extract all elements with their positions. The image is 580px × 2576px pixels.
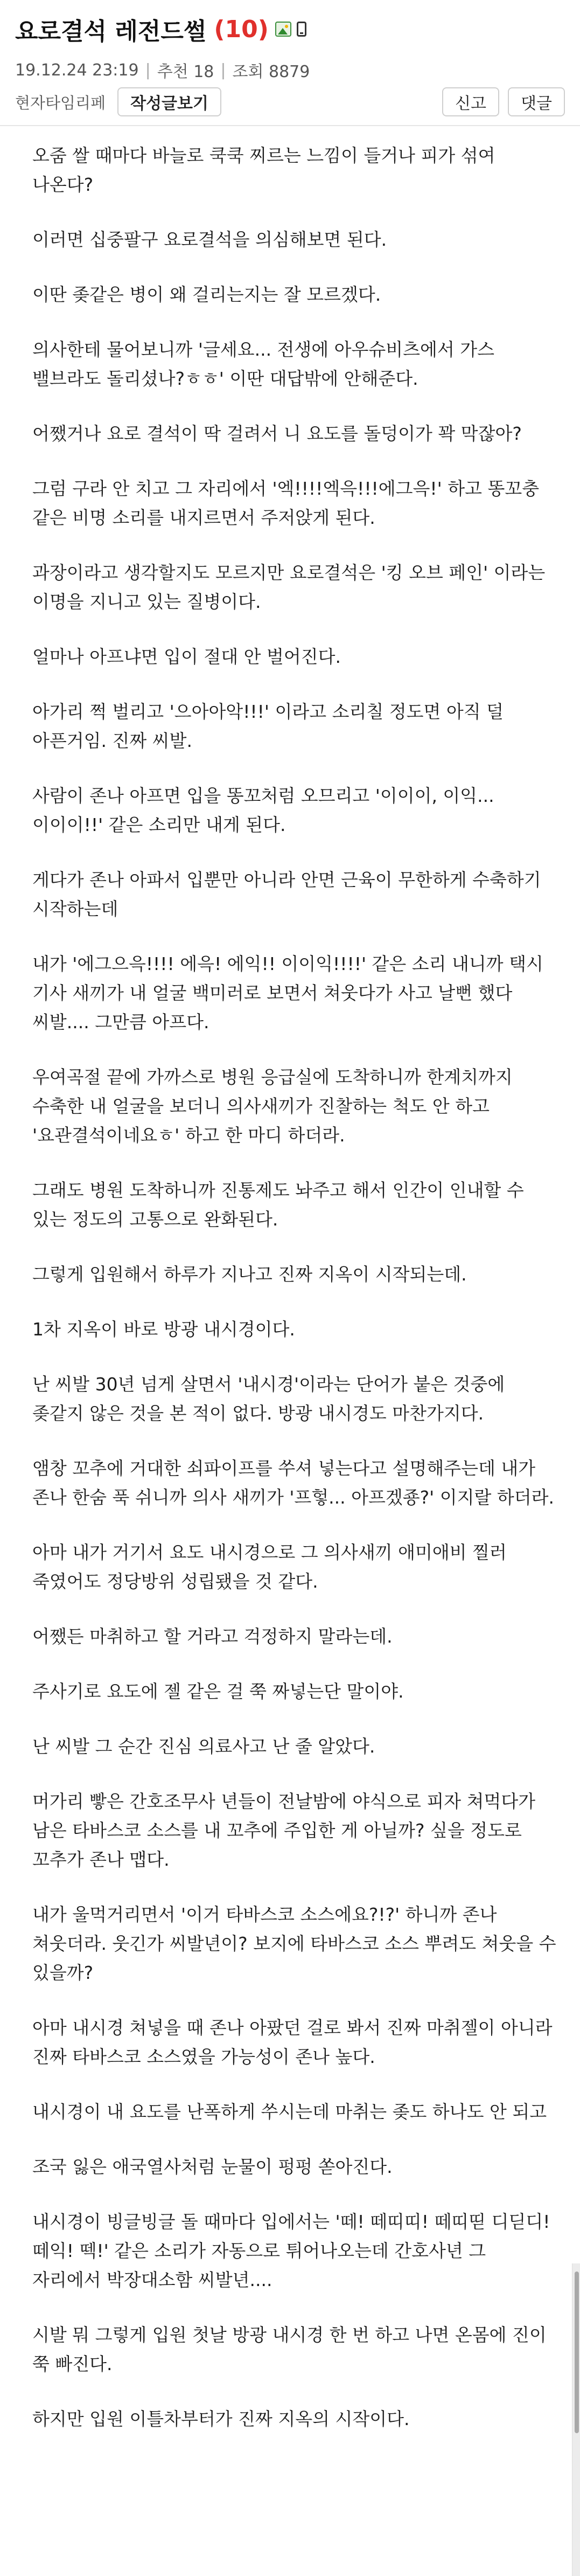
meta-separator: | (220, 60, 226, 80)
body-paragraph: 오줌 쌀 때마다 바늘로 쿡쿡 찌르는 느낌이 들거나 피가 섞여 나온다? (32, 145, 495, 195)
body-paragraph: 그렇게 입원해서 하루가 지나고 진짜 지옥이 시작되는데. (32, 1264, 467, 1285)
body-paragraph: 난 씨발 30년 넘게 살면서 '내시경'이라는 단어가 붙은 것중에 좆같지 않은 것을 본 적이 없다. 방광 내시경도 마찬가지다. (32, 1374, 505, 1424)
body-paragraph: 아마 내가 거기서 요도 내시경으로 그 의사새끼 애미애비 찔러 죽였어도 정당방위 성립됐을 것 같다. (32, 1542, 507, 1592)
body-paragraph: 그럼 구라 안 치고 그 자리에서 '엑!!!!엑윽!!!에그윽!' 하고 똥꼬충 같은 비명 소리를 내지르면서 주저앉게 된다. (32, 478, 540, 528)
body-paragraph: 주사기로 요도에 젤 같은 걸 쭉 짜넣는단 말이야. (32, 1681, 404, 1702)
body-paragraph: 어쨌거나 요로 결석이 딱 걸려서 니 요도를 돌덩이가 꽉 막잖아? (32, 423, 522, 444)
title-row (15, 12, 306, 46)
header-divider (0, 125, 580, 126)
view-count: 조회 8879 (232, 63, 310, 81)
body-paragraph: 머가리 빻은 간호조무사 년들이 전날밤에 야식으로 피자 쳐먹다가 남은 타바스코 소스를 내 꼬추에 주입한 게 아닐까? 싶을 정도로 꼬추가 존나 맵다. (32, 1791, 536, 1870)
body-paragraph: 게다가 존나 아파서 입뿐만 아니라 안면 근육이 무한하게 수축하기 시작하는데 (32, 869, 541, 919)
post-body (32, 141, 560, 2460)
action-buttons (442, 87, 565, 116)
post-title[interactable]: 요로결석 레전드썰 (15, 18, 207, 45)
comment-button[interactable]: 댓글 (508, 87, 565, 116)
post-meta (15, 58, 310, 82)
body-paragraph: 그래도 병원 도착하니까 진통제도 놔주고 해서 인간이 인내할 수 있는 정도의 고통으로 완화된다. (32, 1180, 524, 1230)
body-paragraph: 조국 잃은 애국열사처럼 눈물이 펑펑 쏟아진다. (32, 2156, 393, 2177)
body-paragraph: 시발 뭐 그렇게 입원 첫날 방광 내시경 한 번 하고 나면 온몸에 진이 쭉 빠진다. (32, 2324, 547, 2374)
body-paragraph: 아가리 쩍 벌리고 '으아아악!!!' 이라고 소리칠 정도면 아직 덜 아픈거임. 진짜 씨발. (32, 701, 504, 751)
body-paragraph: 내시경이 내 요도를 난폭하게 쑤시는데 마취는 좆도 하나도 안 되고 (32, 2101, 547, 2122)
body-paragraph: 1차 지옥이 바로 방광 내시경이다. (32, 1319, 295, 1340)
post-header (0, 0, 580, 124)
body-paragraph: 사람이 존나 아프면 입을 똥꼬처럼 오므리고 '이이이, 이익... 이이이!!' 같은 소리만 내게 된다. (32, 785, 494, 835)
report-button[interactable]: 신고 (442, 87, 499, 116)
body-paragraph: 난 씨발 그 순간 진심 의료사고 난 줄 알았다. (32, 1736, 375, 1757)
body-paragraph: 어쨌든 마취하고 할 거라고 걱정하지 말라는데. (32, 1626, 393, 1647)
recommend-count: 추천 18 (157, 63, 214, 81)
body-paragraph: 내시경이 빙글빙글 돌 때마다 입에서는 '떼! 떼띠띠! 떼띠띧 디딛디! 떼익! 떽!' 같은 소리가 자동으로 튀어나오는데 간호사년 그 자리에서 박장대소함 씨발년.... (32, 2211, 550, 2290)
view-posts-button[interactable]: 작성글보기 (117, 87, 221, 116)
body-paragraph: 하지만 입원 이틀차부터가 진짜 지옥의 시작이다. (32, 2408, 410, 2429)
comment-count[interactable]: (10) (214, 15, 269, 43)
body-paragraph: 앰창 꼬추에 거대한 쇠파이프를 쑤셔 넣는다고 설명해주는데 내가 존나 한숨 푹 쉬니까 의사 새끼가 '프헣... 아프겠죵?' 이지랄 하더라. (32, 1458, 554, 1508)
body-paragraph: 아마 내시경 쳐넣을 때 존나 아팠던 걸로 봐서 진짜 마취젤이 아니라 진짜 타바스코 소스였을 가능성이 존나 높다. (32, 2017, 553, 2067)
body-paragraph: 우여곡절 끝에 가까스로 병원 응급실에 도착하니까 한계치까지 수축한 내 얼굴을 보더니 의사새끼가 진찰하는 척도 안 하고 '요관결석이네요ㅎ' 하고 한 마디 하더라. (32, 1067, 513, 1146)
mobile-icon (297, 22, 306, 37)
author-name[interactable]: 현자타임리페 (15, 93, 106, 112)
body-paragraph: 내가 '에그으윽!!!! 에윽! 에익!! 이이익!!!!' 같은 소리 내니까 택시 기사 새끼가 내 얼굴 백미러로 보면서 쳐웃다가 사고 날뻔 했다 씨발.... 그만큼 아프다. (32, 953, 543, 1033)
body-paragraph: 내가 울먹거리면서 '이거 타바스코 소스에요?!?' 하니까 존나 쳐웃더라. 웃긴가 씨발년이? 보지에 타바스코 소스 뿌려도 쳐웃을 수 있을까? (32, 1904, 556, 1983)
post-date: 19.12.24 23:19 (15, 60, 139, 80)
body-paragraph: 얼마나 아프냐면 입이 절대 안 벌어진다. (32, 646, 341, 667)
body-paragraph: 의사한테 물어보니까 '글세요... 전생에 아우슈비츠에서 가스 밸브라도 돌리셨나?ㅎㅎ' 이딴 대답밖에 안해준다. (32, 339, 495, 389)
body-paragraph: 과장이라고 생각할지도 모르지만 요로결석은 '킹 오브 페인' 이라는 이명을 지니고 있는 질병이다. (32, 562, 546, 612)
author-row (15, 86, 565, 117)
body-paragraph: 이러면 십중팔구 요로결석을 의심해보면 된다. (32, 229, 387, 250)
scrollbar-thumb[interactable] (575, 2272, 579, 2433)
meta-separator: | (145, 60, 151, 80)
image-icon (275, 22, 291, 37)
body-paragraph: 이딴 좆같은 병이 왜 걸리는지는 잘 모르겠다. (32, 284, 381, 305)
